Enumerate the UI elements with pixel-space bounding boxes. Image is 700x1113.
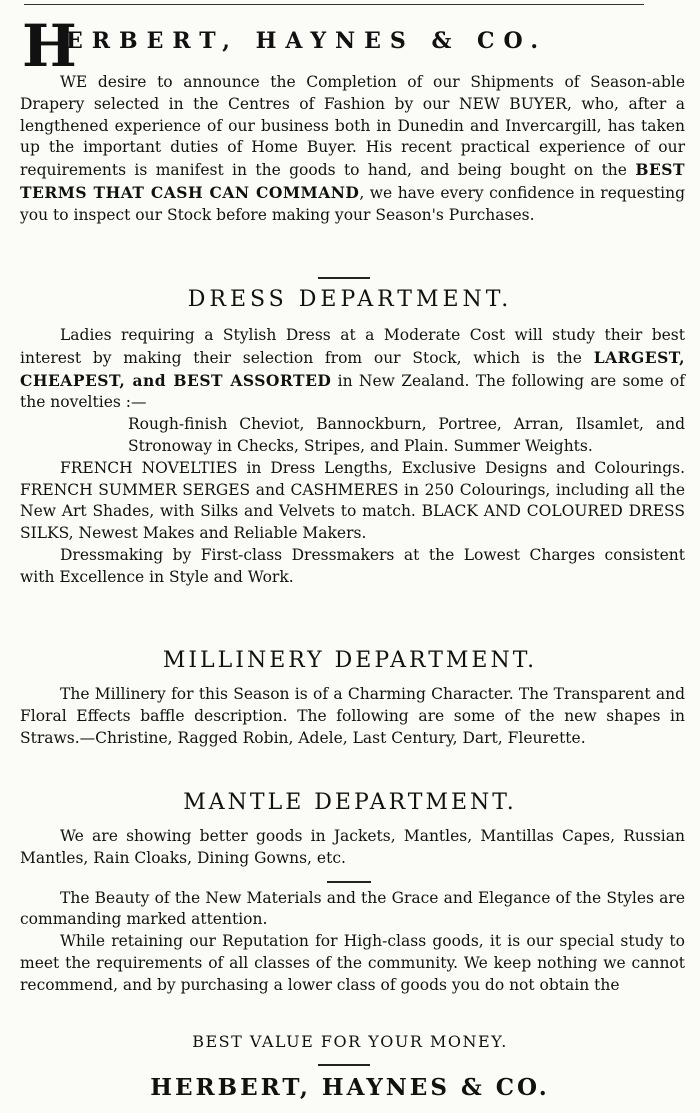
best-value-line: BEST VALUE FOR YOUR MONEY. bbox=[192, 1032, 508, 1051]
mantle-goods-paragraph: We are showing better goods in Jackets, Mantles, Mantillas Capes, Russian Mantles, Rain Cloaks, Dining Gowns, etc. bbox=[20, 827, 685, 867]
intro-text-part2: , we have every confidence in requesting you to inspect our Stock before making your Season's Purchases. bbox=[20, 183, 685, 224]
signature-line: HERBERT, HAYNES & CO. bbox=[150, 1074, 550, 1101]
dress-novelties-paragraph: FRENCH NOVELTIES in Dress Lengths, Exclusive Designs and Colourings. FRENCH SUMMER SERGES and CASHMERES in 250 Colourings, including all the New Art Shades, with Silks and Velvets to match. BLACK AND COLOURED DRESS SILKS, Newest Makes and Reliable Makers. bbox=[20, 458, 685, 543]
masthead-title: ERBERT, HAYNES & CO. bbox=[66, 28, 548, 54]
dress-fabric-list: Rough-finish Cheviot, Bannockburn, Portree, Arran, Ilsamlet, and Stronoway in Checks, Stripes, and Plain. Summer Weights. bbox=[128, 415, 685, 455]
mantle-department-body bbox=[20, 826, 685, 997]
divider-dash bbox=[327, 881, 371, 883]
dress-intro-paragraph bbox=[20, 325, 685, 414]
divider-dash bbox=[318, 1064, 370, 1066]
dress-intro-part1: Ladies requiring a Stylish Dress at a Moderate Cost will study their best interest by making their selection from our Stock, which is the bbox=[20, 326, 685, 367]
dress-bold-claim: LARGEST, CHEAPEST, and BEST ASSORTED bbox=[20, 347, 685, 390]
dress-department-heading: DRESS DEPARTMENT. bbox=[187, 287, 513, 312]
mantle-reputation-paragraph: While retaining our Reputation for High-class goods, it is our special study to meet the requirements of all classes of the community. We keep nothing we cannot recommend, and by purchasing a lower class of goods you do not obtain the bbox=[20, 932, 685, 994]
millinery-department-body bbox=[20, 684, 685, 749]
millinery-department-heading: MILLINERY DEPARTMENT. bbox=[162, 648, 538, 673]
intro-text-part1: WE desire to announce the Completion of our Shipments of Season-able Drapery selected in the Centres of Fashion by our NEW BUYER, who, after a lengthened experience of our business both in Dunedin and Invercargill, has taken up the important duties of Home Buyer. His recent practical experience of our requirements is manifest in the goods to hand, and being bought on the bbox=[20, 73, 685, 180]
intro-text bbox=[20, 72, 685, 227]
millinery-paragraph: The Millinery for this Season is of a Charming Character. The Transparent and Floral Effects baffle description. The following are some of the new shapes in Straws.—Christine, Ragged Robin, Adele, Last Century, Dart, Fleurette. bbox=[20, 685, 685, 747]
mantle-department-heading: MANTLE DEPARTMENT. bbox=[183, 790, 517, 815]
dress-department-body bbox=[20, 325, 685, 589]
masthead bbox=[20, 12, 690, 80]
dressmaking-paragraph: Dressmaking by First-class Dressmakers at the Lowest Charges consistent with Excellence in Style and Work. bbox=[20, 545, 685, 586]
mantle-beauty-paragraph: The Beauty of the New Materials and the Grace and Elegance of the Styles are commanding marked attention. bbox=[20, 888, 685, 929]
divider-dash bbox=[318, 277, 370, 279]
dress-intro-part2: in New Zealand. The following are some of the novelties :— bbox=[20, 371, 686, 412]
top-border-rule bbox=[24, 4, 644, 5]
masthead-drop-cap: H bbox=[22, 12, 77, 80]
intro-paragraph bbox=[20, 72, 685, 227]
intro-bold-terms: BEST TERMS THAT CASH CAN COMMAND bbox=[20, 160, 685, 202]
